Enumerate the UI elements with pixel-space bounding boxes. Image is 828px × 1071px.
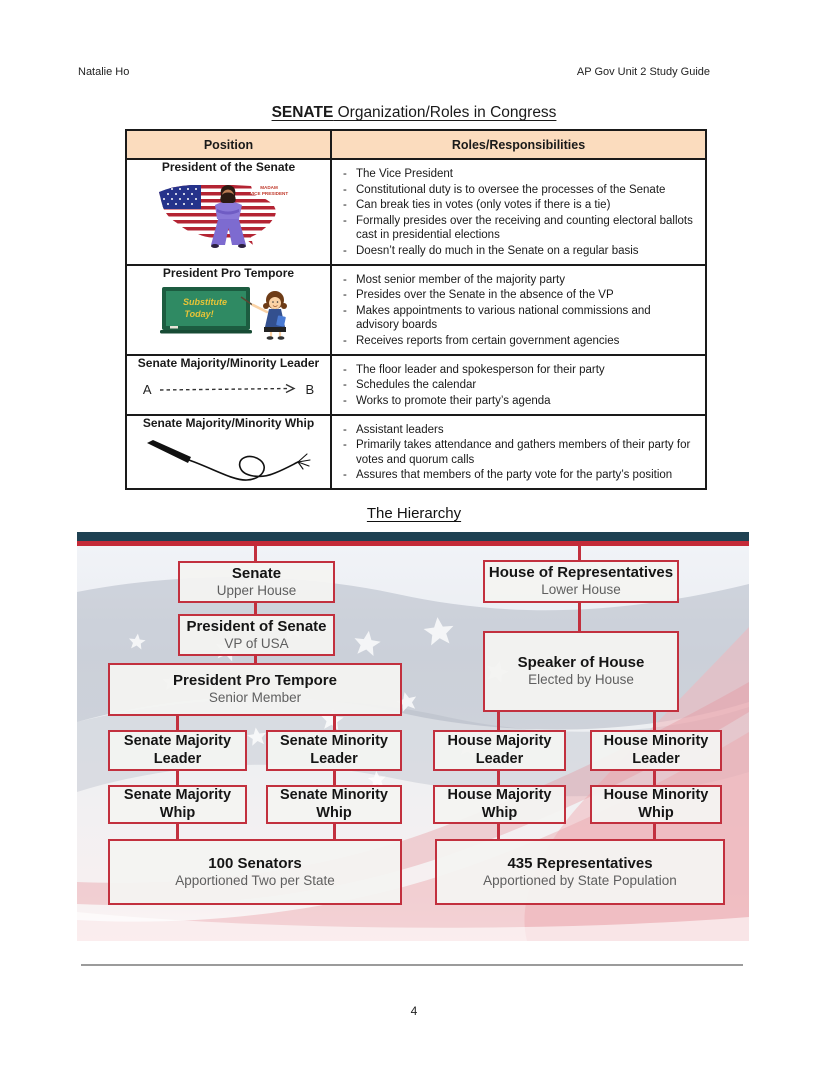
connector xyxy=(176,771,179,785)
arrow-label-a: A xyxy=(142,381,152,397)
position-label: Senate Majority/Minority Leader xyxy=(137,355,320,370)
hierarchy-diagram xyxy=(77,532,749,941)
roles-cell xyxy=(331,415,706,489)
role-item: - Receives reports from certain government agencies xyxy=(340,334,695,349)
connector xyxy=(497,824,500,839)
box-house-majority-leader xyxy=(433,730,566,771)
box-subtitle: Senior Member xyxy=(208,690,302,706)
table-row xyxy=(126,159,706,265)
senate-table-title-bold: SENATE xyxy=(271,104,334,121)
chalkboard-text-line2: Today! xyxy=(183,308,214,319)
box-house-minority-leader xyxy=(590,730,722,771)
role-item: - Presides over the Senate in the absence of the VP xyxy=(340,288,695,303)
flag-red-band xyxy=(77,541,749,546)
whip-illustration xyxy=(139,436,319,486)
position-cell xyxy=(126,355,331,415)
vp-caption-line1: MADAM xyxy=(259,185,278,190)
box-senate-minority-leader xyxy=(266,730,402,771)
roles-list xyxy=(332,160,705,264)
senate-table-title-rest: Organization/Roles in Congress xyxy=(333,104,557,121)
box-house-of-representatives xyxy=(483,560,679,603)
connector xyxy=(333,771,336,785)
box-title: President Pro Tempore xyxy=(173,672,337,690)
connector xyxy=(176,824,179,839)
box-subtitle: Elected by House xyxy=(528,672,634,688)
box-435-representatives xyxy=(435,839,725,905)
role-item: - Assistant leaders xyxy=(340,423,695,438)
role-item: - Schedules the calendar xyxy=(340,378,695,393)
box-president-of-senate xyxy=(178,614,335,656)
header-doc-title: AP Gov Unit 2 Study Guide xyxy=(576,66,710,78)
connector xyxy=(333,824,336,839)
connector xyxy=(254,546,257,561)
box-subtitle: Lower House xyxy=(541,582,621,598)
box-senate-majority-leader xyxy=(108,730,247,771)
role-item: - The floor leader and spokesperson for their party xyxy=(340,363,695,378)
table-header-row xyxy=(126,130,706,159)
connector xyxy=(578,546,581,560)
arrow-label-b: B xyxy=(305,381,315,397)
box-house-minority-whip xyxy=(590,785,722,824)
column-header-roles: Roles/Responsibilities xyxy=(331,130,706,159)
position-label: Senate Majority/Minority Whip xyxy=(142,415,315,430)
position-label: President Pro Tempore xyxy=(162,265,295,280)
connector xyxy=(653,771,656,785)
substitute-teacher-illustration xyxy=(154,282,304,340)
chalkboard-text-line1: Substitute xyxy=(182,296,227,307)
box-speaker-of-house xyxy=(483,631,679,712)
roles-list xyxy=(332,356,705,414)
box-president-pro-tempore xyxy=(108,663,402,716)
box-title: 435 Representatives xyxy=(507,854,653,872)
box-title: President of Senate xyxy=(186,617,327,635)
roles-cell xyxy=(331,355,706,415)
box-subtitle: VP of USA xyxy=(224,635,289,651)
role-item: - Primarily takes attendance and gathers members of their party for votes and quorum calls xyxy=(340,438,695,467)
role-item: - Most senior member of the majority party xyxy=(340,273,695,288)
box-title: Speaker of House xyxy=(517,654,645,672)
header-author: Natalie Ho xyxy=(78,66,130,78)
column-header-position: Position xyxy=(126,130,331,159)
table-row xyxy=(126,355,706,415)
dashed-arrow xyxy=(158,383,300,395)
connector xyxy=(254,603,257,614)
box-subtitle: Apportioned by State Population xyxy=(483,872,677,888)
a-to-b-arrow-illustration xyxy=(127,382,330,397)
role-item: - Can break ties in votes (only votes if there is a tie) xyxy=(340,198,695,213)
roles-list xyxy=(332,266,705,354)
roles-cell xyxy=(331,265,706,355)
box-title: Senate xyxy=(231,564,282,582)
page-number: 4 xyxy=(410,1004,418,1018)
role-item: - Formally presides over the receiving and counting electoral ballots cast in presidential elections xyxy=(340,214,695,243)
vice-president-flag-map-illustration xyxy=(153,176,305,250)
position-label: President of the Senate xyxy=(161,160,296,174)
position-cell xyxy=(126,159,331,265)
box-title: House of Representatives xyxy=(488,564,674,582)
box-house-majority-whip xyxy=(433,785,566,824)
box-title: Senate Minority Whip xyxy=(280,787,388,821)
footer-divider xyxy=(81,964,743,966)
table-row xyxy=(126,415,706,489)
box-title: Senate Majority Leader xyxy=(123,733,232,767)
box-title: 100 Senators xyxy=(208,854,302,872)
role-item: - Doesn’t really do much in the Senate on a regular basis xyxy=(340,244,695,259)
table-row xyxy=(126,265,706,355)
position-cell xyxy=(126,265,331,355)
senate-table-title xyxy=(0,104,828,122)
connector xyxy=(254,656,257,663)
connector xyxy=(653,712,656,730)
box-title: House Majority Whip xyxy=(447,787,552,821)
senate-roles-table xyxy=(125,129,707,490)
vp-caption-line2: VICE PRESIDENT xyxy=(249,191,288,196)
box-subtitle: Upper House xyxy=(216,582,297,598)
connector xyxy=(333,716,336,730)
roles-cell xyxy=(331,159,706,265)
role-item: - Assures that members of the party vote for the party’s position xyxy=(340,468,695,483)
box-title: House Minority Leader xyxy=(603,733,709,767)
position-cell xyxy=(126,415,331,489)
connector xyxy=(176,716,179,730)
roles-list xyxy=(332,416,705,488)
box-senate-majority-whip xyxy=(108,785,247,824)
box-title: Senate Minority Leader xyxy=(280,733,388,767)
box-senate-minority-whip xyxy=(266,785,402,824)
connector xyxy=(497,771,500,785)
box-subtitle: Apportioned Two per State xyxy=(175,872,335,888)
box-title: Senate Majority Whip xyxy=(123,787,232,821)
box-100-senators xyxy=(108,839,402,905)
connector xyxy=(653,824,656,839)
role-item: - The Vice President xyxy=(340,167,695,182)
connector xyxy=(578,603,581,631)
role-item: - Works to promote their party’s agenda xyxy=(340,394,695,409)
box-title: House Majority Leader xyxy=(447,733,552,767)
flag-navy-band xyxy=(77,532,749,541)
box-title: House Minority Whip xyxy=(603,787,709,821)
role-item: - Constitutional duty is to oversee the processes of the Senate xyxy=(340,183,695,198)
connector xyxy=(497,712,500,730)
hierarchy-heading: The Hierarchy xyxy=(366,505,462,522)
box-senate xyxy=(178,561,335,603)
role-item: - Makes appointments to various national commissions and advisory boards xyxy=(340,304,695,333)
